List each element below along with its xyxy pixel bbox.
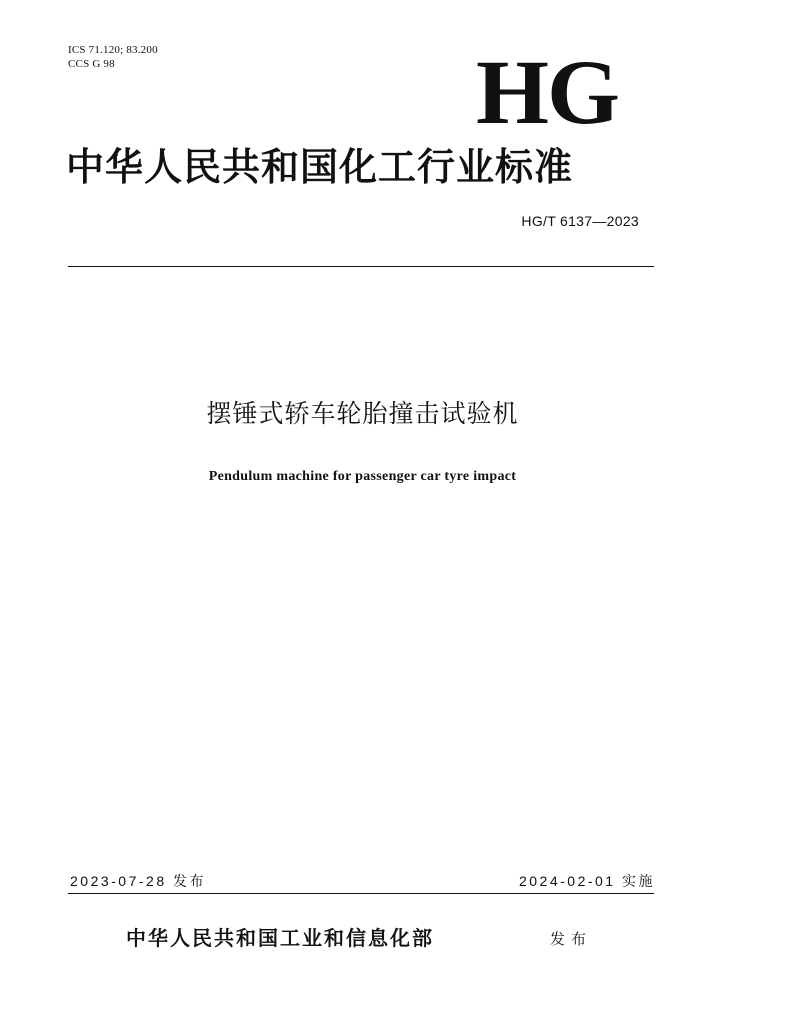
- standard-number: HG/T 6137—2023: [521, 213, 639, 229]
- title-chinese: 摆锤式轿车轮胎撞击试验机: [206, 399, 519, 428]
- issuer-name: 中华人民共和国工业和信息化部: [126, 926, 434, 950]
- issue-date: 2023-07-28 发布: [70, 873, 207, 889]
- issuer-action: 发布: [550, 930, 593, 948]
- title-english: Pendulum machine for passenger car tyre impact: [208, 469, 517, 484]
- bottom-divider: [68, 893, 654, 894]
- top-divider: [68, 266, 654, 267]
- hg-logo: HG: [476, 41, 618, 143]
- implementation-date: 2024-02-01 实施: [518, 873, 655, 889]
- ics-code: ICS 71.120; 83.200: [68, 44, 158, 56]
- org-title: 中华人民共和国化工行业标准: [66, 145, 574, 189]
- ccs-code: CCS G 98: [68, 58, 115, 70]
